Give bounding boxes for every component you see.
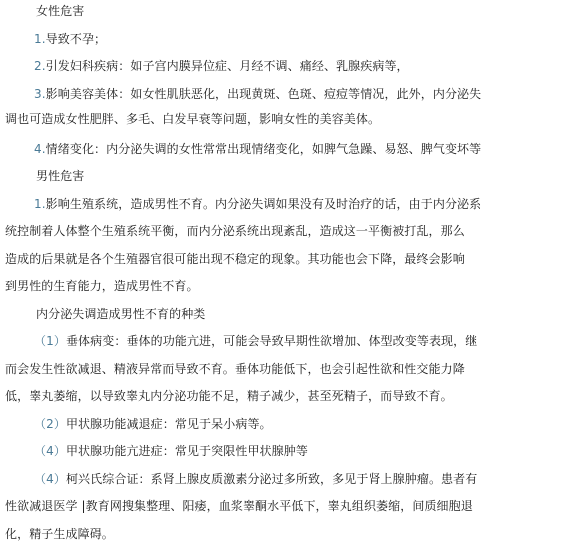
paragraph-line: 2.引发妇科疾病：如子宫内膜异位症、月经不调、痛经、乳腺疾病等， <box>34 59 409 73</box>
paragraph-line: 1.导致不孕； <box>34 32 107 46</box>
paragraph-line: 4.情绪变化：内分泌失调的女性常常出现情绪变化，如脾气急躁、易怒、脾气变坏等 <box>34 142 482 156</box>
section-heading-male: 男性危害 <box>36 169 85 183</box>
paragraph-line: （2）甲状腺功能减退症：常见于呆小病等。 <box>34 417 272 431</box>
section-heading-infertility-types: 内分泌失调造成男性不育的种类 <box>36 307 206 321</box>
paragraph-line: （4）柯兴氏综合证：系肾上腺皮质激素分泌过多所致，多见于肾上腺肿瘤。患者有 <box>34 472 478 486</box>
paragraph-line: （4）甲状腺功能亢进症：常见于突限性甲状腺肿等 <box>34 444 308 458</box>
paragraph-line: 3.影响美容美体：如女性肌肤恶化，出现黄斑、色斑、痘痘等情况，此外，内分泌失 <box>34 87 482 101</box>
paragraph-line: （1）垂体病变：垂体的功能亢进，可能会导致早期性欲增加、体型改变等表现，继 <box>34 334 478 348</box>
paragraph-line: 1.影响生殖系统，造成男性不育。内分泌失调如果没有及时治疗的话，由于内分泌系 <box>34 197 482 211</box>
section-heading-female: 女性危害 <box>36 4 85 18</box>
paragraph-line: 造成的后果就是各个生殖器官很可能出现不稳定的现象。其功能也会下降，最终会影响 <box>5 252 465 266</box>
paragraph-line: 到男性的生育能力，造成男性不育。 <box>5 279 199 293</box>
paragraph-line: 性欲减退医学 |教育网搜集整理、阳痿，血浆睾酮水平低下，睾丸组织萎缩，间质细胞退 <box>5 499 473 513</box>
paragraph-line: 统控制着人体整个生殖系统平衡，而内分泌系统出现紊乱，造成这一平衡被打乱，那么 <box>5 224 465 238</box>
paragraph-line: 而会发生性欲减退、精液异常而导致不育。垂体功能低下，也会引起性欲和性交能力降 <box>5 362 465 376</box>
paragraph-line: 低，睾丸萎缩，以导致睾丸内分泌功能不足，精子减少，甚至死精子，而导致不育。 <box>5 389 453 403</box>
paragraph-line: 调也可造成女性肥胖、多毛、白发早衰等问题，影响女性的美容美体。 <box>5 112 381 126</box>
paragraph-line: 化，精子生成障碍。 <box>5 527 114 541</box>
